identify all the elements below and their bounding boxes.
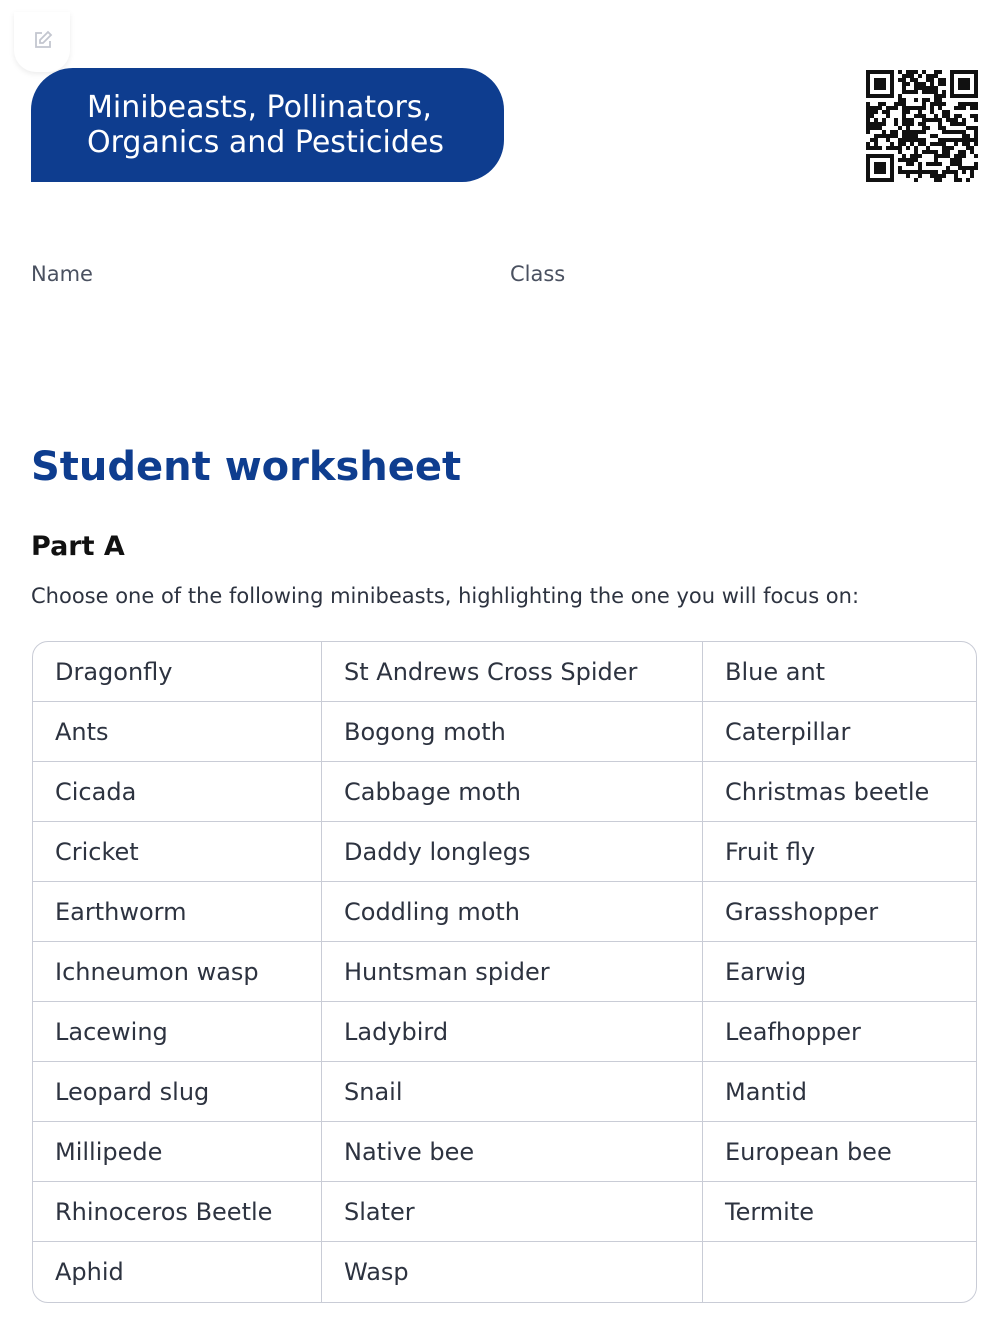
title-line-2: Organics and Pesticides [87,125,444,160]
table-row [33,822,976,882]
minibeast-cell[interactable]: Mantid [703,1062,976,1122]
qr-code [866,70,978,182]
table-row [33,702,976,762]
minibeast-cell[interactable]: Dragonfly [33,642,322,702]
minibeast-cell[interactable]: Native bee [322,1122,703,1182]
minibeast-cell[interactable]: Cabbage moth [322,762,703,822]
minibeast-cell[interactable]: Snail [322,1062,703,1122]
minibeast-cell[interactable]: Leafhopper [703,1002,976,1062]
minibeast-cell[interactable]: Aphid [33,1242,322,1302]
table-row [33,1002,976,1062]
minibeast-cell[interactable]: Cicada [33,762,322,822]
minibeast-cell[interactable]: Fruit fly [703,822,976,882]
minibeast-cell[interactable]: Bogong moth [322,702,703,762]
minibeast-cell[interactable]: Earthworm [33,882,322,942]
minibeast-cell[interactable]: Daddy longlegs [322,822,703,882]
table-row [33,942,976,1002]
name-label: Name [31,262,93,286]
instruction-text: Choose one of the following minibeasts, highlighting the one you will focus on: [31,584,860,608]
minibeast-cell[interactable]: Grasshopper [703,882,976,942]
minibeast-cell[interactable]: Blue ant [703,642,976,702]
minibeast-cell[interactable]: Leopard slug [33,1062,322,1122]
minibeast-cell[interactable]: Ladybird [322,1002,703,1062]
edit-button[interactable] [14,12,70,72]
minibeast-cell[interactable]: St Andrews Cross Spider [322,642,703,702]
minibeast-cell[interactable]: Rhinoceros Beetle [33,1182,322,1242]
title-banner [31,68,504,182]
table-row [33,1242,976,1302]
minibeast-cell[interactable]: Christmas beetle [703,762,976,822]
minibeast-cell[interactable]: Slater [322,1182,703,1242]
minibeast-table [32,641,977,1303]
edit-icon [33,30,53,50]
table-row [33,1062,976,1122]
minibeast-cell[interactable]: Huntsman spider [322,942,703,1002]
section-heading: Part A [31,531,125,562]
table-row [33,1122,976,1182]
minibeast-cell[interactable] [703,1242,976,1302]
minibeast-cell[interactable]: Coddling moth [322,882,703,942]
minibeast-cell[interactable]: Ichneumon wasp [33,942,322,1002]
minibeast-cell[interactable]: Ants [33,702,322,762]
minibeast-cell[interactable]: European bee [703,1122,976,1182]
minibeast-cell[interactable]: Caterpillar [703,702,976,762]
table-row [33,1182,976,1242]
minibeast-cell[interactable]: Lacewing [33,1002,322,1062]
class-label: Class [510,262,566,286]
minibeast-cell[interactable]: Termite [703,1182,976,1242]
minibeast-cell[interactable]: Millipede [33,1122,322,1182]
minibeast-cell[interactable]: Cricket [33,822,322,882]
page-title: Student worksheet [31,444,462,490]
table-row [33,762,976,822]
table-row [33,882,976,942]
title-line-1: Minibeasts, Pollinators, [87,90,432,125]
table-row [33,642,976,702]
minibeast-cell[interactable]: Wasp [322,1242,703,1302]
minibeast-cell[interactable]: Earwig [703,942,976,1002]
